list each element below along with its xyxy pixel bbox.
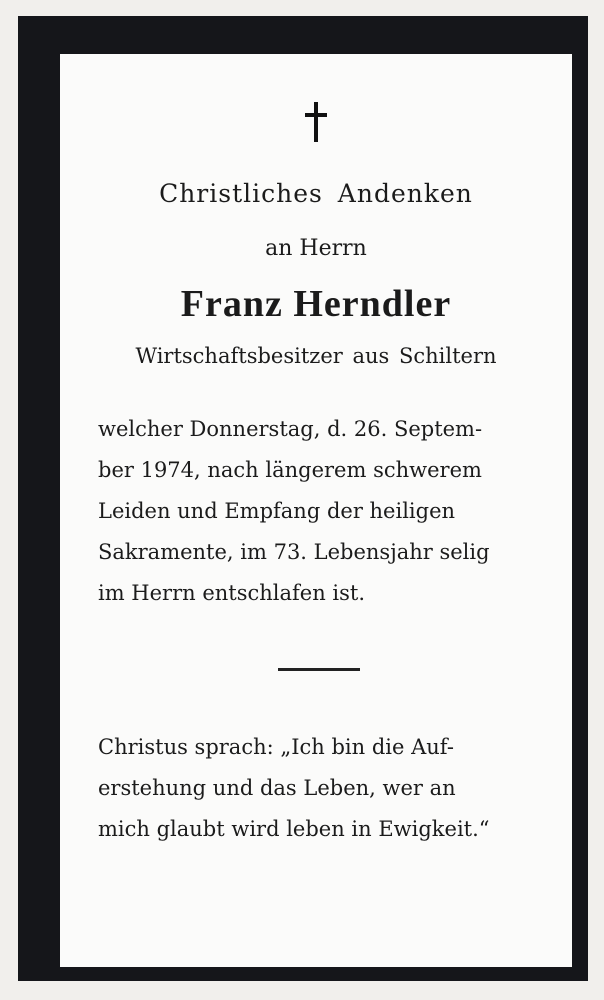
obituary-line: Sakramente, im 73. Lebensjahr selig <box>98 540 490 564</box>
obituary-line: Leiden und Empfang der heiligen <box>98 499 456 523</box>
bible-quote <box>98 727 538 850</box>
quote-line: erstehung und das Leben, wer an <box>98 776 456 800</box>
cross-icon <box>303 102 329 142</box>
quote-line: Christus sprach: „Ich bin die Auf- <box>98 735 454 759</box>
deceased-name: Franz Herndler <box>180 283 452 325</box>
obituary-text <box>98 409 538 614</box>
salutation: an Herrn <box>265 236 367 261</box>
quote-line: mich glaubt wird leben in Ewigkeit.“ <box>98 817 490 841</box>
obituary-line: ber 1974, nach längerem schwerem <box>98 458 482 482</box>
obituary-line: im Herrn entschlafen ist. <box>98 581 366 605</box>
mourning-border <box>18 16 588 981</box>
obituary-line: welcher Donnerstag, d. 26. Septem- <box>98 417 483 441</box>
occupation: Wirtschaftsbesitzer aus Schiltern <box>135 344 497 368</box>
divider-line <box>278 668 360 671</box>
card-heading: Christliches Andenken <box>159 179 473 208</box>
card-panel <box>60 54 572 967</box>
